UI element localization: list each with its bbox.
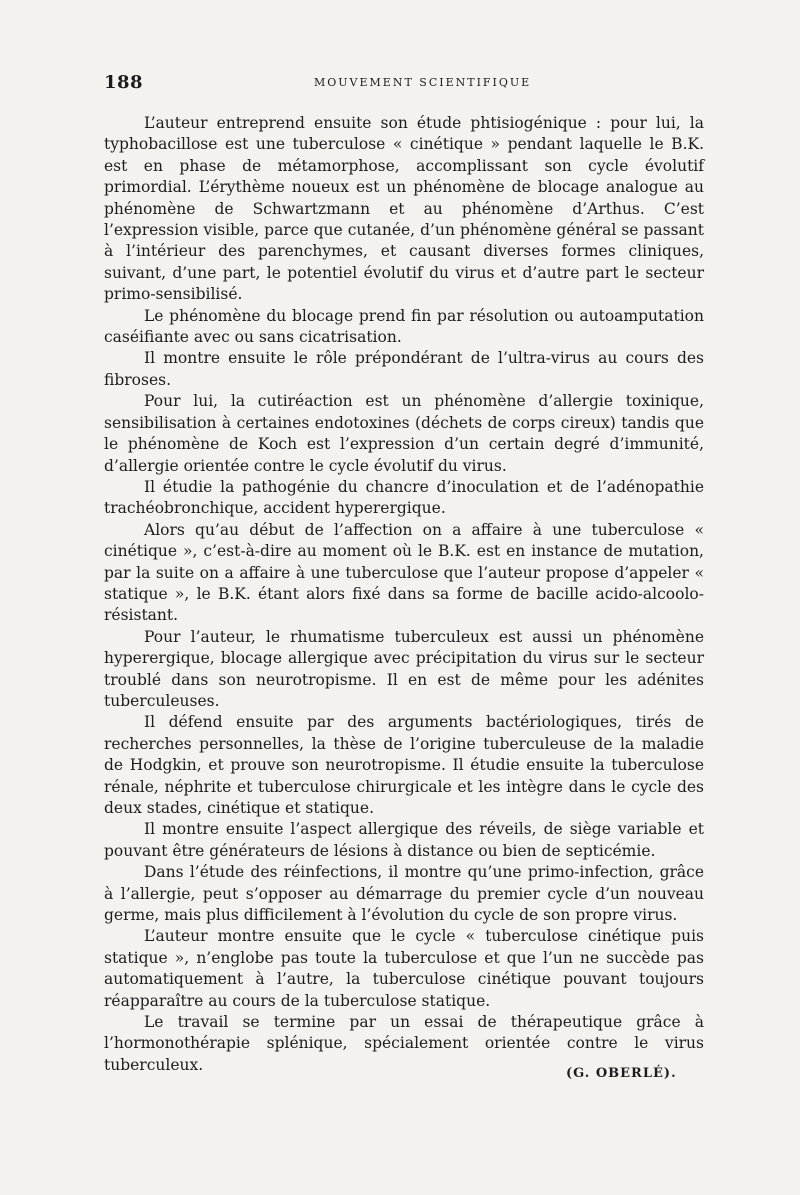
paragraph: Il montre ensuite le rôle prépondérant de l’ultra-virus au cours des fibroses. xyxy=(104,349,704,389)
running-head: MOUVEMENT SCIENTIFIQUE xyxy=(314,76,532,89)
page-number: 188 xyxy=(104,72,144,93)
paragraph: Il étudie la pathogénie du chancre d’inoculation et de l’adénopathie trachéobronchique, accident hyperergique. xyxy=(104,477,704,518)
paragraph: Pour l’auteur, le rhumatisme tuberculeux est aussi un phénomène hyperergique, blocage allergique avec précipitation du virus sur le secteur troublé dans son neurotropisme. Il en est de même pour les adénites tuberculeuses. xyxy=(104,627,704,710)
article-body xyxy=(104,113,704,1076)
paragraph: Le travail se termine par un essai de thérapeutique grâce à l’hormonothérapie splénique, spécialement orientée contre le virus tuberculeux. xyxy=(104,1013,704,1074)
paragraph: L’auteur entreprend ensuite son étude phtisiogénique : pour lui, la typhobacillose est une tuberculose « cinétique » pendant laquelle le B.K. est en phase de métamorphose, accomplissant son cycle évolutif primordial. L’érythème noueux est un phénomène de blocage analogue au phénomène de Schwartzmann et au phénomène d’Arthus. C’est l’expression visible, parce que cutanée, d’un phénomène général se passant à l’intérieur des parenchymes, et causant diverses formes cliniques, suivant, d’une part, le potentiel évolutif du virus et d’autre part le secteur primo-sensibilisé. xyxy=(104,114,704,304)
paragraph: Alors qu’au début de l’affection on a affaire à une tuberculose « cinétique », c’est-à-dire au moment où le B.K. est en instance de mutation, par la suite on a affaire à une tuberculose que l’auteur propose d’appeler « statique », le B.K. étant alors fixé dans sa forme de bacille acido-alcoolo-résistant. xyxy=(104,520,704,625)
paragraph: Le phénomène du blocage prend fin par résolution ou autoamputation caséifiante avec ou sans cicatrisation. xyxy=(104,306,704,347)
author-signature: (G. OBERLÉ). xyxy=(566,1066,677,1081)
page-header xyxy=(104,72,704,98)
paragraph: L’auteur montre ensuite que le cycle « tuberculose cinétique puis statique », n’englobe pas toute la tuberculose et que l’un ne succède pas automatiquement à l’autre, la tuberculose cinétique pouvant toujours réapparaître au cours de la tuberculose statique. xyxy=(104,927,704,1010)
paragraph: Pour lui, la cutiréaction est un phénomène d’allergie toxinique, sensibilisation à certaines endotoxines (déchets de corps cireux) tandis que le phénomène de Koch est l’expression d’un certain degré d’immunité, d’allergie orientée contre le cycle évolutif du virus. xyxy=(104,392,704,475)
paragraph: Il défend ensuite par des arguments bactériologiques, tirés de recherches personnelles, la thèse de l’origine tuberculeuse de la maladie de Hodgkin, et prouve son neurotropisme. Il étudie ensuite la tuberculose rénale, néphrite et tuberculose chirurgicale et les intègre dans le cycle des deux stades, cinétique et statique. xyxy=(104,713,704,817)
paragraph: Il montre ensuite l’aspect allergique des réveils, de siège variable et pouvant être générateurs de lésions à distance ou bien de septicémie. xyxy=(104,820,704,860)
paragraph: Dans l’étude des réinfections, il montre qu’une primo-infection, grâce à l’allergie, peut s’opposer au démarrage du premier cycle d’un nouveau germe, mais plus difficilement à l’évolution du cycle de son propre virus. xyxy=(104,863,704,925)
